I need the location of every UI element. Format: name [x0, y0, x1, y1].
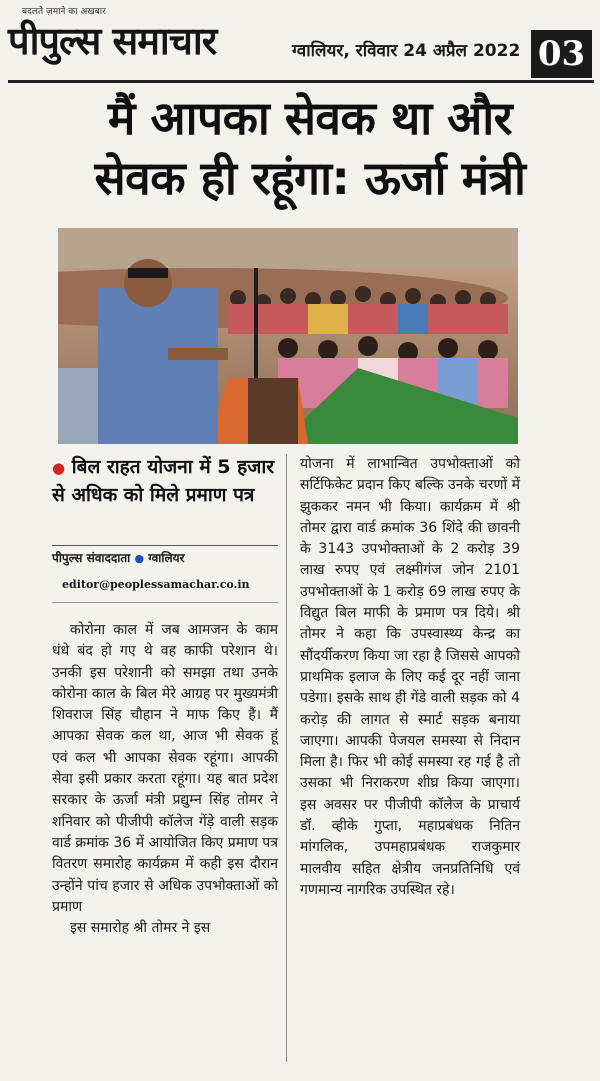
masthead-divider — [8, 80, 594, 83]
column-divider — [286, 454, 287, 1062]
newspaper-logo — [8, 14, 216, 66]
brand-name: पीपुल्स समाचार — [8, 19, 217, 63]
page-number: 03 — [531, 30, 592, 78]
email-divider — [52, 602, 278, 603]
article-body-right: योजना में लाभान्वित उपभोक्ताओं को सर्टिफिकेट प्रदान किए बल्कि उनके चरणों में झुककर नमन भी किया। कार्यक्रम में श्री तोमर द्वारा वार्ड क्रमांक 36 शिंदे की छावनी के 3143 उपभोक्ताओं के 2 करोड़ 39 लाख रुपए एवं लक्ष्मीगंज जोन 2101 उपभोक्ताओं के 1 करोड़ 69 लाख रुपए के विद्युत बिल माफी के प्रमाण पत्र दिये। श्री तोमर ने कहा कि उपस्वास्थ्य केन्द्र का सौंदर्यीकरण किया जा रहा है जिससे आपको प्राथमिक इलाज के लिए कई दूर नहीं जाना पडेगा। इसके साथ ही गेंडे वाली सड़क को 4 करोड़ की लागत से स्मार्ट सड़क बनाया जाएगा। आपकी पेजयल समस्या से निदान मिला है। फिर भी कोई समस्या रह गई है तो उसका भी निराकरण शीघ्र किया जाएगा। इस अवसर पर पीजीपी कॉलेज के प्राचार्य डॉ. व्हीके गुप्ता, महाप्रबंधक नितिन मांगलिक, उपमहाप्रबंधक राजकुमार मालवीय सहित क्षेत्रीय जनप्रतिनिधि एवं गणमान्य नागरिक उपस्थित रहे। — [300, 456, 520, 898]
bullet-dot-icon: ● — [52, 459, 66, 477]
left-column — [52, 454, 278, 1074]
article-body-left — [52, 620, 278, 939]
article-paragraph-1: कोरोना काल में जब आमजन के काम धंधे बंद हो गए थे वह काफी परेशान थे। उनकी इस परेशानी को समझा तथा उनके कोरोना काल के बिल मेरे आग्रह पर मुख्यमंत्री शिवराज सिंह चौहान ने माफ किए हैं। मैं आपका सेवक कल था, आज भी सेवक हूं एवं कल भी आपका सेवक रहूंगा। आपकी सेवा इसी प्रकार करता रहूंगा। यह बात प्रदेश सरकार के ऊर्जा मंत्री प्रद्युम्न सिंह तोमर ने शनिवार को पीजीपी कॉलेज गेंड़े वाली सड़क वार्ड क्रमांक 36 में आयोजित किए प्रमाण पत्र वितरण समारोह कार्यक्रम में कही इस दौरान उन्होंने पांच हजार से अधिक उपभोक्ताओं को प्रमाण — [52, 622, 278, 915]
subheadline-text: बिल राहत योजना में 5 हजार से अधिक को मिले प्रमाण पत्र — [52, 456, 275, 506]
dateline: ग्वालियर, रविवार 24 अप्रैल 2022 — [292, 41, 521, 61]
byline — [52, 545, 278, 566]
event-photo — [58, 228, 518, 444]
headline-line-1: मैं आपका सेवक था और — [107, 91, 513, 145]
headline-line-2: सेवक ही रहूंगा: ऊर्जा मंत्री — [94, 151, 526, 205]
article-paragraph-2: इस समारोह श्री तोमर ने इस — [70, 920, 211, 937]
headline — [40, 88, 580, 208]
masthead — [0, 0, 600, 78]
location-dot-icon: ● — [134, 552, 145, 565]
byline-city: ग्वालियर — [148, 551, 185, 565]
masthead-tagline: बदलते ज़माने का अखबार — [22, 7, 106, 17]
reporter-name: पीपुल्स संवाददाता — [52, 551, 131, 565]
subheadline — [52, 454, 278, 509]
event-stage-photo-icon — [58, 228, 518, 444]
right-column — [300, 454, 520, 901]
editor-email: editor@peoplessamachar.co.in — [62, 578, 250, 591]
